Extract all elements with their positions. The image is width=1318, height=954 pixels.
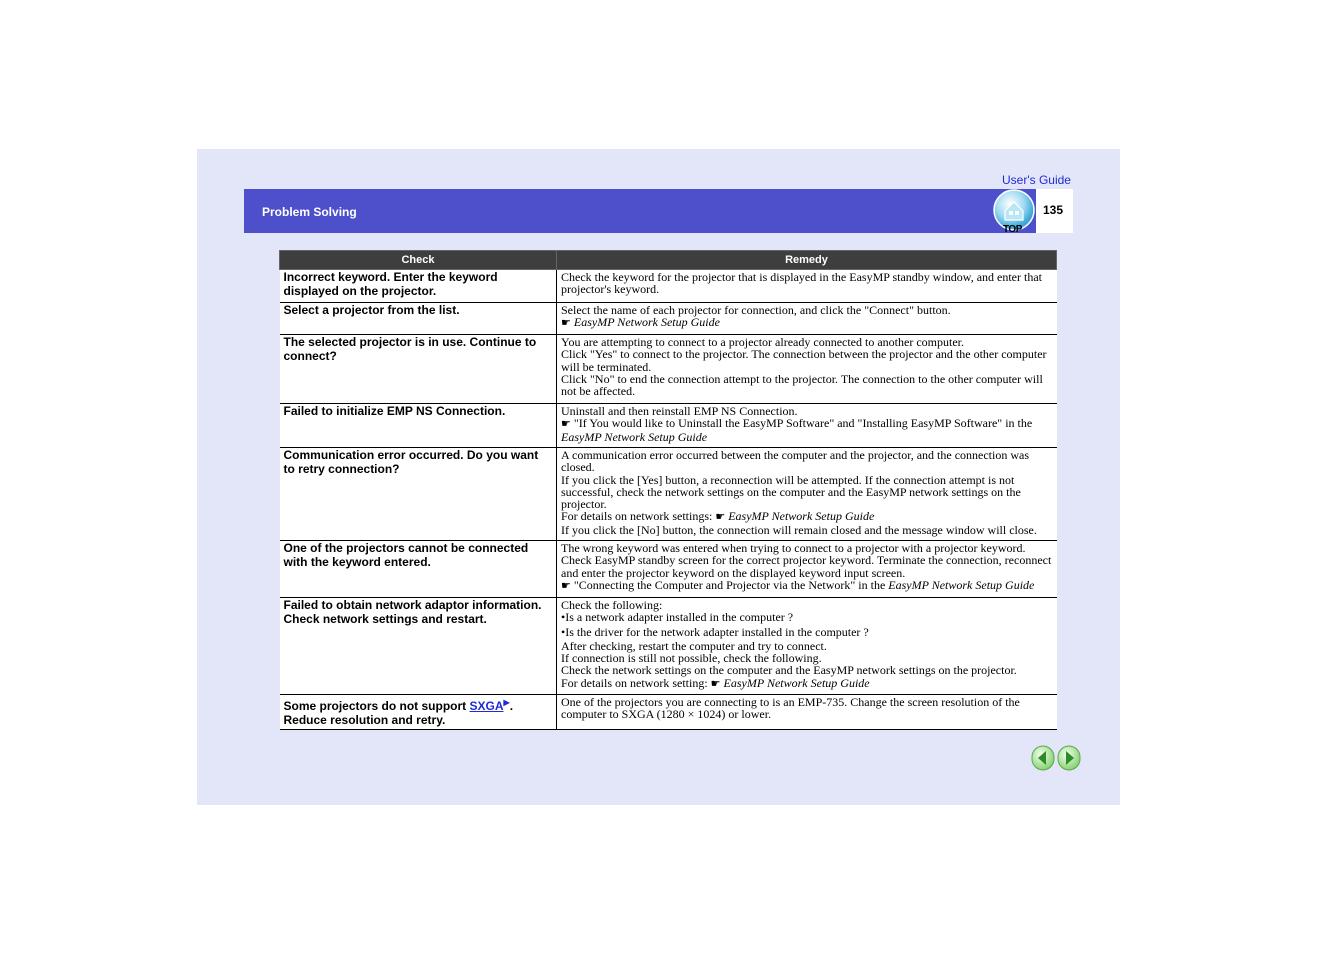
remedy-line: Check the network settings on the computer and the EasyMP network settings on the projector. bbox=[561, 663, 1017, 678]
remedy-line: If you click the [Yes] button, a reconnection will be attempted. If the connection attempt is not successful, check the network settings on the computer and the EasyMP network settings on the projector. bbox=[561, 472, 1021, 512]
check-cell: Communication error occurred. Do you want to retry connection? bbox=[280, 448, 557, 541]
reference-guide[interactable]: EasyMP Network Setup Guide bbox=[888, 577, 1035, 592]
previous-page-icon[interactable] bbox=[1031, 745, 1055, 771]
remedy-line: A communication error occurred between the computer and the projector, and the connection was closed. bbox=[561, 448, 1030, 475]
check-cell: Incorrect keyword. Enter the keyword displayed on the projector. bbox=[280, 270, 557, 303]
users-guide-link[interactable]: User's Guide bbox=[1002, 173, 1071, 187]
remedy-line: Check the following: bbox=[561, 598, 663, 612]
header-bar bbox=[244, 189, 1036, 233]
table-row bbox=[280, 404, 1057, 448]
remedy-line: Click "No" to end the connection attempt to the projector. The connection to the other computer will not be affected. bbox=[561, 371, 1043, 399]
column-header-check: Check bbox=[280, 251, 557, 270]
remedy-line: If connection is still not possible, check the following. bbox=[561, 651, 822, 666]
check-cell: Failed to initialize EMP NS Connection. bbox=[280, 404, 557, 448]
table-row bbox=[280, 695, 1057, 730]
pointing-hand-icon: ☛ bbox=[715, 510, 726, 524]
remedy-line: Select the name of each projector for connection, and click the "Connect" button. bbox=[561, 303, 951, 317]
reference-guide[interactable]: EasyMP Network Setup Guide bbox=[723, 675, 870, 690]
table-row bbox=[280, 270, 1057, 303]
reference-guide[interactable]: EasyMP Network Setup Guide bbox=[573, 315, 720, 330]
check-cell: Select a projector from the list. bbox=[280, 303, 557, 335]
pointing-hand-icon: ☛ bbox=[561, 578, 571, 592]
column-header-remedy: Remedy bbox=[557, 251, 1057, 270]
top-label[interactable]: TOP bbox=[1003, 224, 1022, 235]
remedy-line: •Is the driver for the network adapter installed in the computer ? bbox=[561, 624, 869, 639]
remedy-cell bbox=[557, 695, 1057, 730]
reference-guide[interactable]: EasyMP Network Setup Guide bbox=[728, 509, 875, 524]
remedy-reference bbox=[561, 316, 1053, 329]
remedy-line: The wrong keyword was entered when trying to connect to a projector with a projector keyword. bbox=[561, 541, 1026, 555]
remedy-reference bbox=[561, 677, 1053, 690]
table-row bbox=[280, 303, 1057, 335]
reference-text: "If You would like to Uninstall the EasyMP Software" and "Installing EasyMP Software" in the bbox=[573, 416, 1033, 431]
check-cell: Failed to obtain network adaptor information. Check network settings and restart. bbox=[280, 598, 557, 695]
check-cell: One of the projectors cannot be connected with the keyword entered. bbox=[280, 541, 557, 598]
remedy-reference bbox=[561, 510, 1053, 523]
check-text-suffix: . Reduce resolution and retry. bbox=[283, 699, 514, 727]
page-number: 135 bbox=[1043, 203, 1064, 217]
remedy-cell bbox=[557, 303, 1057, 335]
check-text-prefix: Some projectors do not support bbox=[283, 699, 470, 713]
pointing-hand-icon: ☛ bbox=[561, 417, 571, 431]
remedy-cell bbox=[557, 598, 1057, 695]
table-row bbox=[280, 598, 1057, 695]
remedy-reference bbox=[561, 417, 1053, 443]
remedy-line: One of the projectors you are connecting to is an EMP-735. Change the screen resolution of the computer to SXGA (1280 × 1024) or lower. bbox=[561, 695, 1020, 722]
remedy-line: If you click the [No] button, the connection will remain closed and the message window will close. bbox=[561, 522, 1037, 537]
table-row bbox=[280, 335, 1057, 404]
pointing-hand-icon: ☛ bbox=[561, 316, 571, 330]
glossary-arrow-icon: ▶ bbox=[503, 698, 510, 707]
remedy-line: •Is a network adapter installed in the computer ? bbox=[561, 610, 794, 625]
remedy-line: Uninstall and then reinstall EMP NS Connection. bbox=[561, 404, 798, 418]
table-row bbox=[280, 448, 1057, 541]
remedy-cell bbox=[557, 270, 1057, 303]
remedy-reference bbox=[561, 579, 1053, 592]
remedy-cell bbox=[557, 335, 1057, 404]
remedy-cell bbox=[557, 541, 1057, 598]
troubleshooting-table bbox=[279, 250, 1057, 730]
check-cell bbox=[280, 695, 557, 730]
remedy-line: After checking, restart the computer and try to connect. bbox=[561, 638, 827, 653]
next-page-icon[interactable] bbox=[1057, 745, 1081, 771]
reference-text: "Connecting the Computer and Projector via the Network" in the bbox=[573, 577, 889, 592]
reference-prefix: For details on network setting: bbox=[561, 675, 711, 690]
reference-prefix: For details on network settings: bbox=[561, 509, 716, 524]
check-cell: The selected projector is in use. Continue to connect? bbox=[280, 335, 557, 404]
table-row bbox=[280, 541, 1057, 598]
remedy-line: Click "Yes" to connect to the projector. The connection between the projector and the other computer will be terminated. bbox=[561, 347, 1047, 374]
remedy-cell bbox=[557, 404, 1057, 448]
remedy-line: You are attempting to connect to a projector already connected to another computer. bbox=[561, 335, 964, 349]
section-title: Problem Solving bbox=[262, 205, 357, 219]
remedy-line: Check EasyMP standby screen for the correct projector keyword. Terminate the connection, reconnect and enter the projector keyword on the displayed keyword input screen. bbox=[561, 553, 1052, 580]
table-header-row bbox=[280, 251, 1057, 270]
remedy-cell bbox=[557, 448, 1057, 541]
sxga-glossary-link[interactable]: SXGA bbox=[469, 699, 504, 713]
reference-guide[interactable]: EasyMP Network Setup Guide bbox=[561, 429, 708, 444]
pointing-hand-icon: ☛ bbox=[710, 676, 721, 690]
remedy-line: Check the keyword for the projector that is displayed in the EasyMP standby window, and enter that projector's keyword. bbox=[561, 270, 1042, 297]
